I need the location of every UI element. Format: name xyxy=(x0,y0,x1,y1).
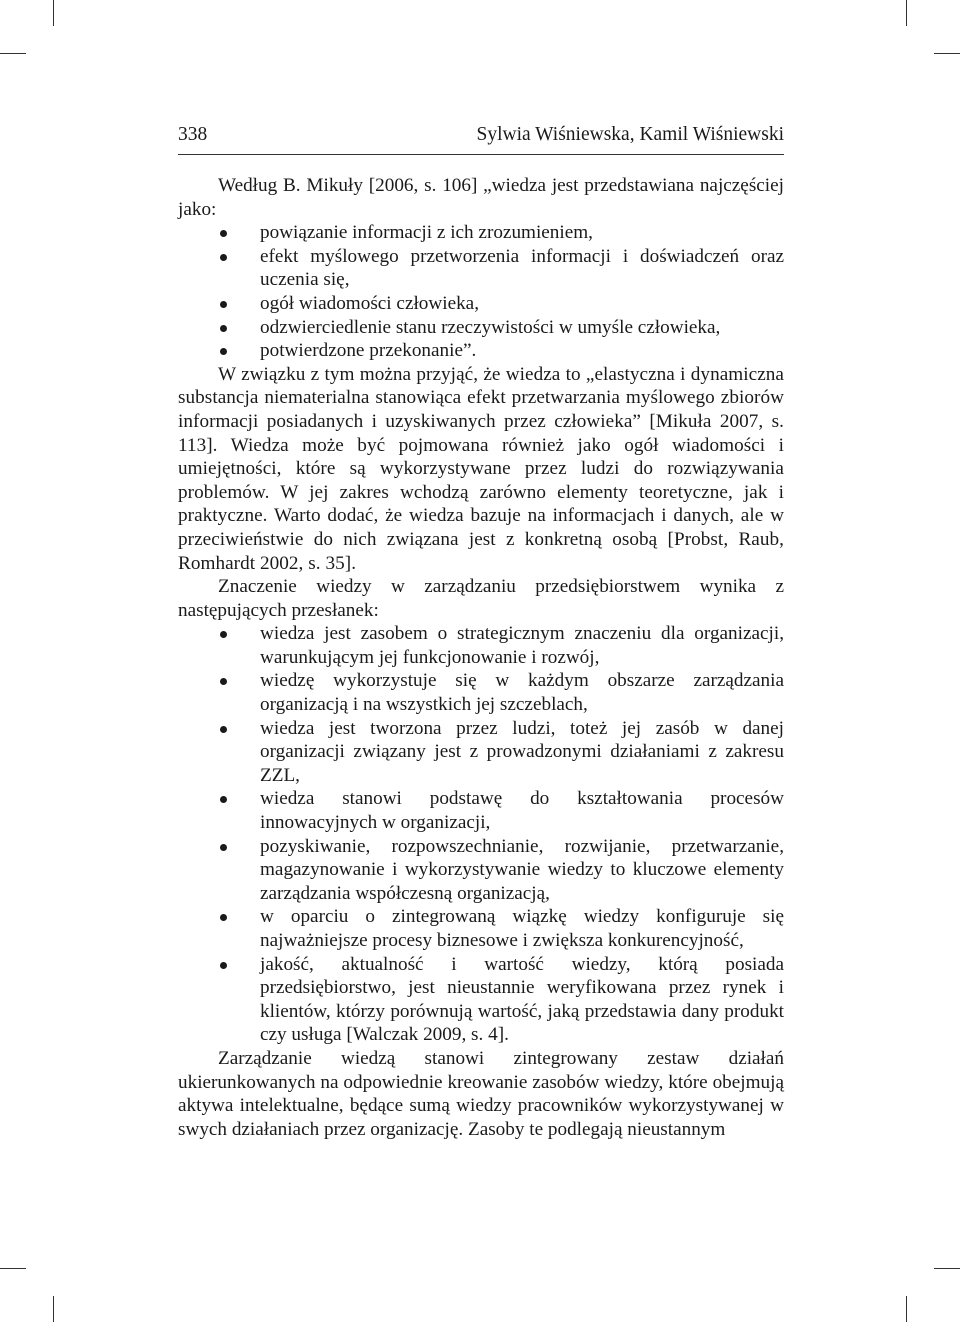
list-item: odzwierciedlenie stanu rzeczywistości w umyśle człowieka, xyxy=(260,316,784,340)
crop-mark-bottom-left xyxy=(53,1296,54,1322)
bullet-icon xyxy=(220,230,227,237)
definition-list xyxy=(178,221,784,363)
body-text xyxy=(178,174,784,1141)
bullet-icon xyxy=(220,914,227,921)
paragraph: W związku z tym można przyjąć, że wiedza to „elastyczna i dynamiczna substancja niematerialna stanowiąca efekt przetwarzania myślowego zbiorów informacji posiadanych i uzyskiwanych przez człowieka” [Mikuła 2007, s. 113]. Wiedza może być pojmowana również jako ogół wiadomości i umiejętności, które są wykorzystywane przez ludzi do rozwiązywania problemów. W jej zakres wchodzą zarówno elementy teoretyczne, jak i praktyczne. Warto dodać, że wiedza bazuje na informacjach i danych, ale w przeciwieństwie do nich związana jest z konkretną osobą [Probst, Raub, Romhardt 2002, s. 35]. xyxy=(178,363,784,574)
bullet-icon xyxy=(220,726,227,733)
crop-mark-top-right-h xyxy=(934,53,960,54)
paragraph: Zarządzanie wiedzą stanowi zintegrowany zestaw działań ukierunkowanych na odpowiednie kreowanie zasobów wiedzy, które obejmują aktywa intelektualne, będące sumą wiedzy pracowników wykorzystywanej w swych działaniach przez organizację. Zasoby te podlegają nieustannym xyxy=(178,1047,784,1140)
list-item: ogół wiadomości człowieka, xyxy=(260,292,784,316)
bullet-icon xyxy=(220,844,227,851)
list-item: wiedza jest zasobem o strategicznym znaczeniu dla organizacji, warunkującym jej funkcjonowanie i rozwój, xyxy=(260,622,784,669)
intro-paragraph: Według B. Mikuły [2006, s. 106] „wiedza jest przedstawiana najczęściej jako: xyxy=(178,175,784,220)
crop-mark-bottom-left-h xyxy=(0,1268,26,1269)
crop-mark-top-left-h xyxy=(0,53,26,54)
list-item: potwierdzone przekonanie”. xyxy=(260,339,784,363)
list-item: wiedza stanowi podstawę do kształtowania procesów innowacyjnych w organizacji, xyxy=(260,787,784,834)
header-rule xyxy=(178,154,784,155)
crop-mark-top-left xyxy=(53,0,54,26)
bullet-icon xyxy=(220,301,227,308)
page-number: 338 xyxy=(178,124,208,145)
bullet-icon xyxy=(220,678,227,685)
page-header xyxy=(178,122,784,148)
list-item: w oparciu o zintegrowaną wiązkę wiedzy konfiguruje się najważniejsze procesy biznesowe i zwiększa konkurencyjność, xyxy=(260,905,784,952)
list-item: jakość, aktualność i wartość wiedzy, którą posiada przedsiębiorstwo, jest nieustannie weryfikowana przez rynek i klientów, którzy porównują wartość, jaką przedstawia dany produkt czy usługa [Walczak 2009, s. 4]. xyxy=(260,953,784,1047)
bullet-icon xyxy=(220,962,227,969)
list-item: wiedzę wykorzystuje się w każdym obszarze zarządzania organizacją i na wszystkich jej szczeblach, xyxy=(260,669,784,716)
running-title: Sylwia Wiśniewska, Kamil Wiśniewski xyxy=(476,124,784,145)
premises-list xyxy=(178,622,784,1047)
list-item: efekt myślowego przetworzenia informacji i doświadczeń oraz uczenia się, xyxy=(260,245,784,292)
bullet-icon xyxy=(220,348,227,355)
crop-mark-top-right xyxy=(906,0,907,26)
list-item: pozyskiwanie, rozpowszechnianie, rozwijanie, przetwarzanie, magazynowanie i wykorzystywanie wiedzy to kluczowe elementy zarządzania współczesną organizacją, xyxy=(260,835,784,906)
crop-mark-bottom-right xyxy=(906,1296,907,1322)
list-item: powiązanie informacji z ich zrozumieniem, xyxy=(260,221,784,245)
crop-mark-bottom-right-h xyxy=(934,1268,960,1269)
bullet-icon xyxy=(220,796,227,803)
paragraph: Znaczenie wiedzy w zarządzaniu przedsiębiorstwem wynika z następujących przesłanek: xyxy=(178,576,784,621)
bullet-icon xyxy=(220,325,227,332)
bullet-icon xyxy=(220,254,227,261)
bullet-icon xyxy=(220,631,227,638)
list-item: wiedza jest tworzona przez ludzi, toteż jej zasób w danej organizacji związany jest z prowadzonymi działaniami z zakresu ZZL, xyxy=(260,717,784,788)
